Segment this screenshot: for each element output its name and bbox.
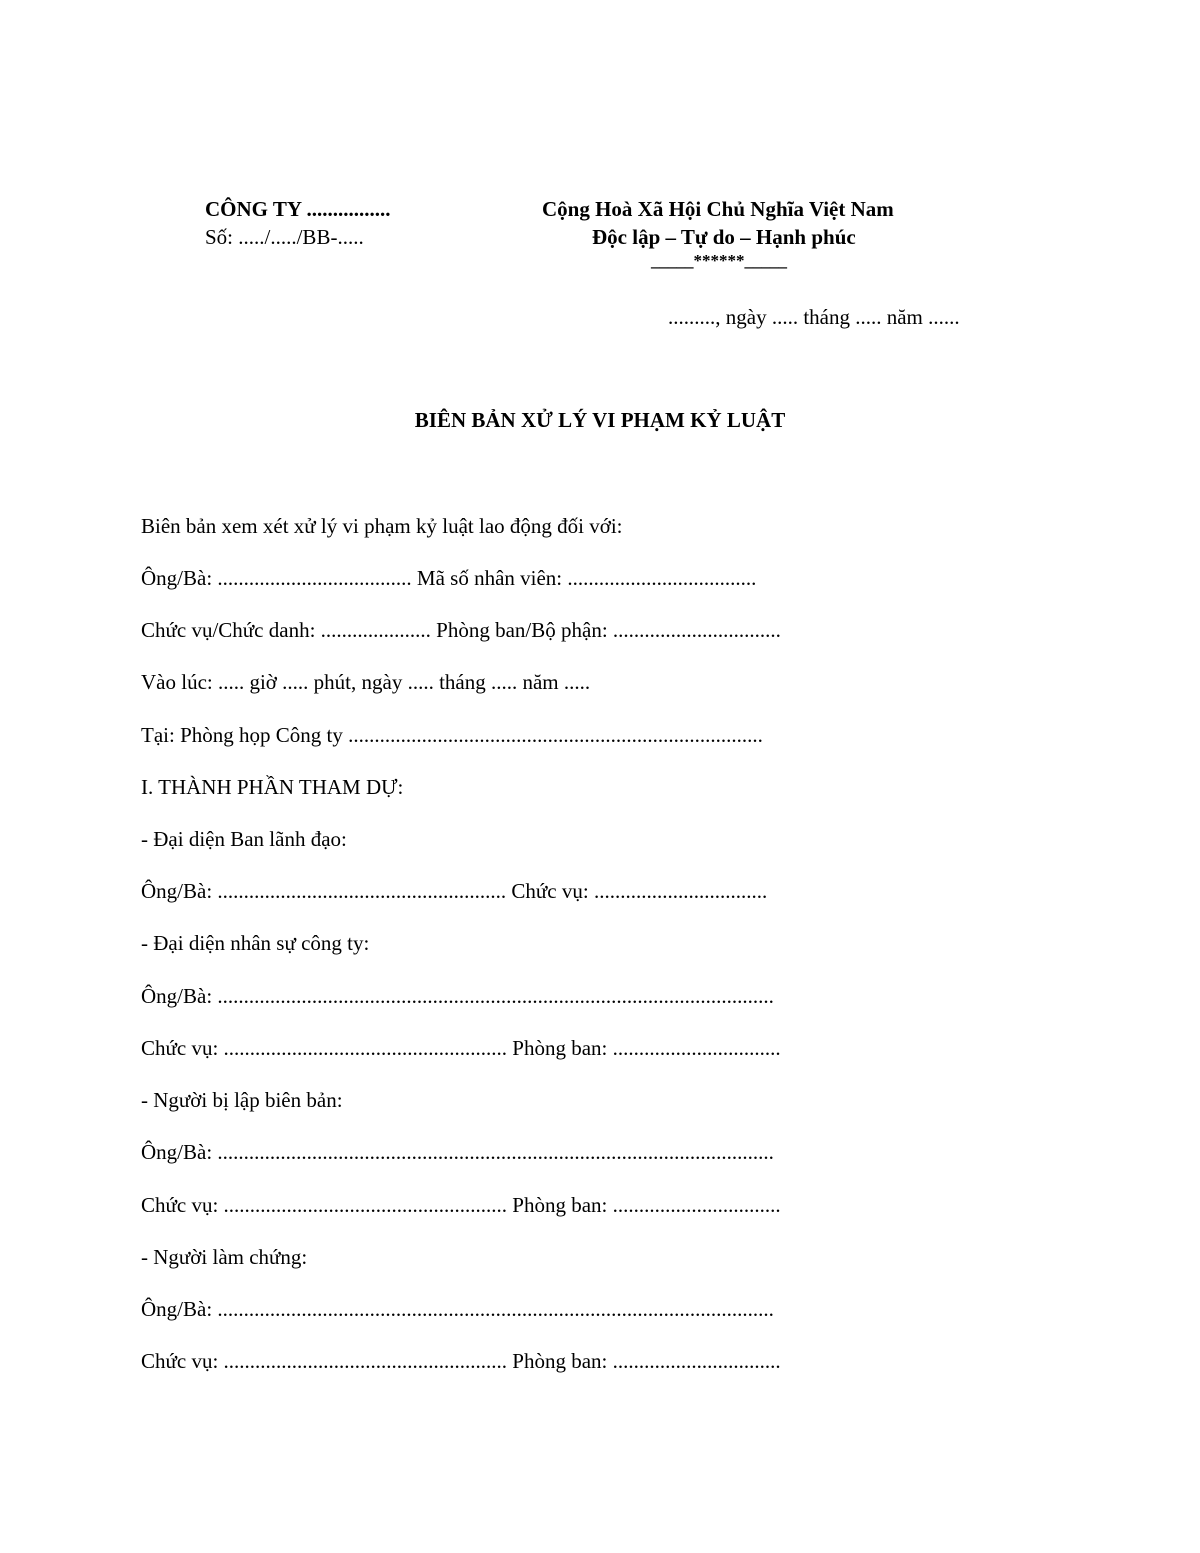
date-line: ........., ngày ..... tháng ..... năm ......: [668, 305, 960, 329]
section-heading-attendees: I. THÀNH PHẦN THAM DỰ:: [141, 775, 404, 799]
hr-position-line: Chức vụ: ...................................................... Phòng ban: ................................: [141, 1036, 781, 1060]
hr-name-line: Ông/Bà: ..........................................................................................................: [141, 984, 774, 1008]
document-number: Số: ...../...../BB-.....: [205, 225, 364, 249]
witness-position-line: Chức vụ: ...................................................... Phòng ban: ................................: [141, 1349, 781, 1373]
employee-name-line: Ông/Bà: ..................................... Mã số nhân viên: ....................................: [141, 566, 757, 590]
leader-line: Ông/Bà: ....................................................... Chức vụ: .................................: [141, 879, 768, 903]
witness-name-line: Ông/Bà: ..........................................................................................................: [141, 1297, 774, 1321]
company-name: CÔNG TY ................: [205, 197, 391, 221]
document-title: BIÊN BẢN XỬ LÝ VI PHẠM KỶ LUẬT: [414, 408, 786, 432]
place-line: Tại: Phòng họp Công ty ...............................................................................: [141, 723, 763, 747]
time-line: Vào lúc: ..... giờ ..... phút, ngày ..... tháng ..... năm .....: [141, 670, 591, 694]
violator-position-line: Chức vụ: ...................................................... Phòng ban: ................................: [141, 1193, 781, 1217]
national-motto: Độc lập – Tự do – Hạnh phúc: [592, 225, 856, 249]
employee-position-line: Chức vụ/Chức danh: ..................... Phòng ban/Bộ phận: ................................: [141, 618, 781, 642]
intro-line: Biên bản xem xét xử lý vi phạm kỷ luật lao động đối với:: [141, 514, 623, 538]
witness-label: - Người làm chứng:: [141, 1245, 308, 1269]
hr-label: - Đại diện nhân sự công ty:: [141, 931, 370, 955]
leader-label: - Đại diện Ban lãnh đạo:: [141, 827, 347, 851]
country-name: Cộng Hoà Xã Hội Chủ Nghĩa Việt Nam: [542, 197, 894, 221]
header-separator: _____******_____: [651, 251, 787, 270]
violator-label: - Người bị lập biên bản:: [141, 1088, 343, 1112]
violator-name-line: Ông/Bà: ..........................................................................................................: [141, 1140, 774, 1164]
